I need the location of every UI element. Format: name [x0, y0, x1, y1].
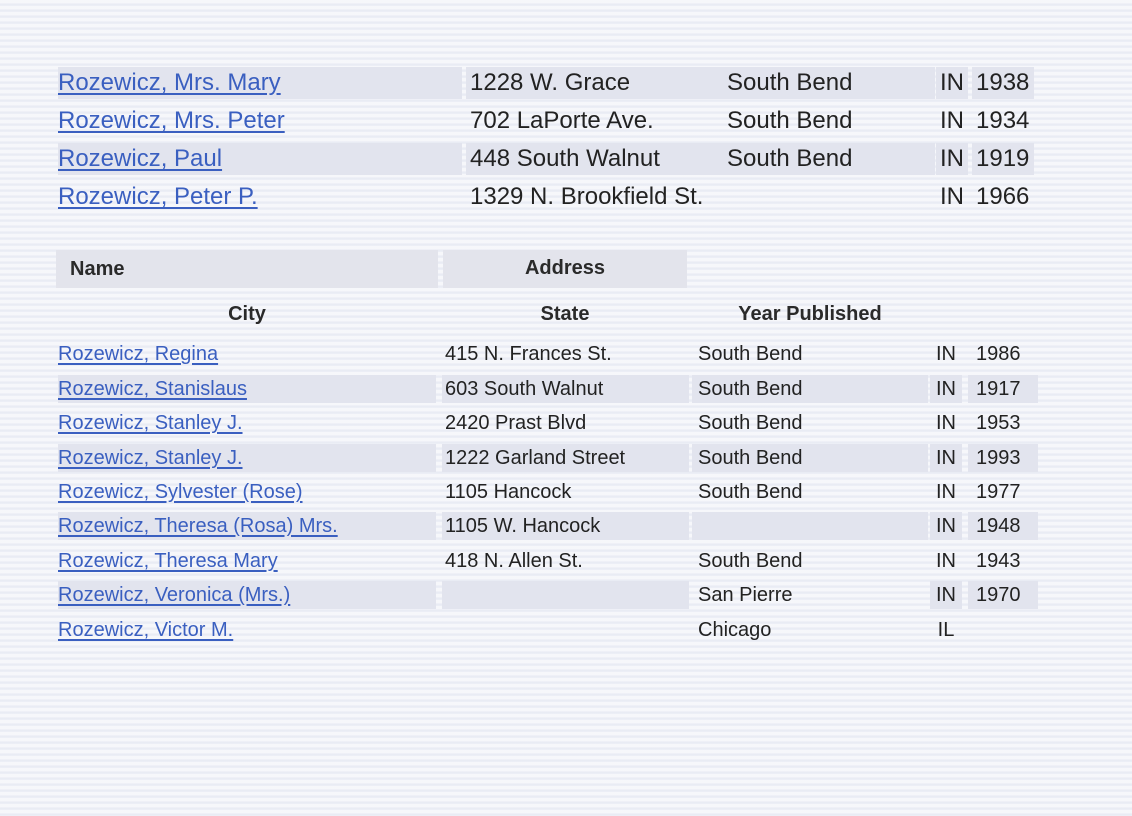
name-cell: [58, 616, 436, 644]
city-cell: South Bend: [720, 67, 935, 99]
state-cell: IN: [936, 67, 968, 99]
name-cell: [58, 67, 462, 99]
column-header-state: State: [540, 303, 590, 325]
state-cell: IN: [936, 412, 956, 434]
table-row: [58, 444, 1038, 472]
state-cell: IN: [940, 183, 964, 210]
city-cell: Chicago: [698, 619, 772, 641]
table-row: [58, 547, 1038, 575]
name-link[interactable]: Rozewicz, Sylvester (Rose): [58, 481, 303, 503]
name-link[interactable]: Rozewicz, Peter P.: [58, 183, 258, 210]
table-row: [58, 105, 1038, 137]
table-row: [58, 375, 1038, 403]
name-link[interactable]: Rozewicz, Regina: [58, 343, 219, 365]
year-cell: 1948: [968, 512, 1038, 540]
column-header-address: Address: [443, 250, 687, 288]
name-cell: [58, 143, 462, 175]
address-cell: 415 N. Frances St.: [445, 343, 612, 365]
table-row: [58, 143, 1038, 175]
state-cell: IL: [937, 619, 955, 641]
address-cell: 448 South Walnut: [466, 143, 720, 175]
address-cell: 603 South Walnut: [442, 375, 689, 403]
name-cell: [58, 581, 436, 609]
table-row: [58, 409, 1038, 437]
city-cell: South Bend: [698, 550, 803, 572]
state-cell: IN: [930, 375, 962, 403]
address-cell: 2420 Prast Blvd: [445, 412, 587, 434]
name-link[interactable]: Rozewicz, Mrs. Mary: [58, 69, 281, 96]
table-row: [58, 181, 1038, 213]
name-cell: [58, 547, 436, 575]
city-cell: South Bend: [698, 412, 803, 434]
address-cell: 1105 Hancock: [445, 481, 572, 503]
name-cell: [58, 340, 436, 368]
name-link[interactable]: Rozewicz, Victor M.: [58, 619, 234, 641]
state-cell: IN: [936, 343, 956, 365]
table-row: [58, 581, 1038, 609]
city-cell: South Bend: [698, 481, 803, 503]
address-cell: 1105 W. Hancock: [442, 512, 689, 540]
state-cell: IN: [936, 550, 956, 572]
name-link[interactable]: Rozewicz, Stanley J.: [58, 412, 243, 434]
city-cell: South Bend: [698, 343, 803, 365]
table-row: [58, 478, 1038, 506]
table-row: [58, 512, 1038, 540]
state-cell: IN: [930, 444, 962, 472]
year-cell: 1966: [976, 183, 1030, 210]
address-cell: 418 N. Allen St.: [445, 550, 583, 572]
year-cell: 1953: [976, 412, 1021, 434]
table-row: [58, 340, 1038, 368]
name-cell: [58, 181, 462, 213]
name-link[interactable]: Rozewicz, Theresa (Rosa) Mrs.: [58, 515, 338, 537]
city-cell: San Pierre: [698, 584, 793, 606]
city-cell: South Bend: [692, 375, 928, 403]
table-row: [58, 67, 1038, 99]
column-header-city: City: [228, 303, 266, 325]
state-cell: IN: [940, 107, 964, 134]
column-header-name: Name: [56, 250, 438, 288]
city-cell: South Bend: [727, 107, 853, 134]
year-cell: 1986: [976, 343, 1021, 365]
address-cell: 702 LaPorte Ave.: [470, 107, 654, 134]
year-cell: 1943: [976, 550, 1021, 572]
address-cell: 1228 W. Grace: [466, 67, 720, 99]
table-row: [58, 616, 1038, 644]
name-link[interactable]: Rozewicz, Veronica (Mrs.): [58, 584, 291, 606]
state-cell: IN: [936, 143, 968, 175]
address-cell: [442, 581, 689, 609]
year-cell: 1993: [968, 444, 1038, 472]
year-cell: 1938: [972, 67, 1034, 99]
year-cell: [968, 616, 1038, 644]
address-cell: 1329 N. Brookfield St.: [470, 183, 704, 210]
name-link[interactable]: Rozewicz, Theresa Mary: [58, 550, 278, 572]
state-cell: IN: [930, 581, 962, 609]
city-cell: South Bend: [720, 143, 935, 175]
name-link[interactable]: Rozewicz, Mrs. Peter: [58, 107, 285, 134]
name-cell: [58, 512, 436, 540]
year-cell: 1977: [976, 481, 1021, 503]
year-cell: 1919: [972, 143, 1034, 175]
name-cell: [58, 105, 462, 137]
city-cell: [692, 512, 928, 540]
year-cell: 1934: [976, 107, 1030, 134]
state-cell: IN: [936, 481, 956, 503]
year-cell: 1917: [968, 375, 1038, 403]
name-cell: [58, 478, 436, 506]
name-link[interactable]: Rozewicz, Stanley J.: [58, 447, 243, 469]
column-header-year: Year Published: [738, 303, 882, 325]
year-cell: 1970: [968, 581, 1038, 609]
name-cell: [58, 375, 436, 403]
address-cell: 1222 Garland Street: [442, 444, 689, 472]
name-link[interactable]: Rozewicz, Paul: [58, 145, 223, 172]
name-link[interactable]: Rozewicz, Stanislaus: [58, 378, 247, 400]
name-cell: [58, 409, 436, 437]
state-cell: IN: [930, 512, 962, 540]
name-cell: [58, 444, 436, 472]
address-cell: [442, 616, 689, 644]
city-cell: South Bend: [692, 444, 928, 472]
